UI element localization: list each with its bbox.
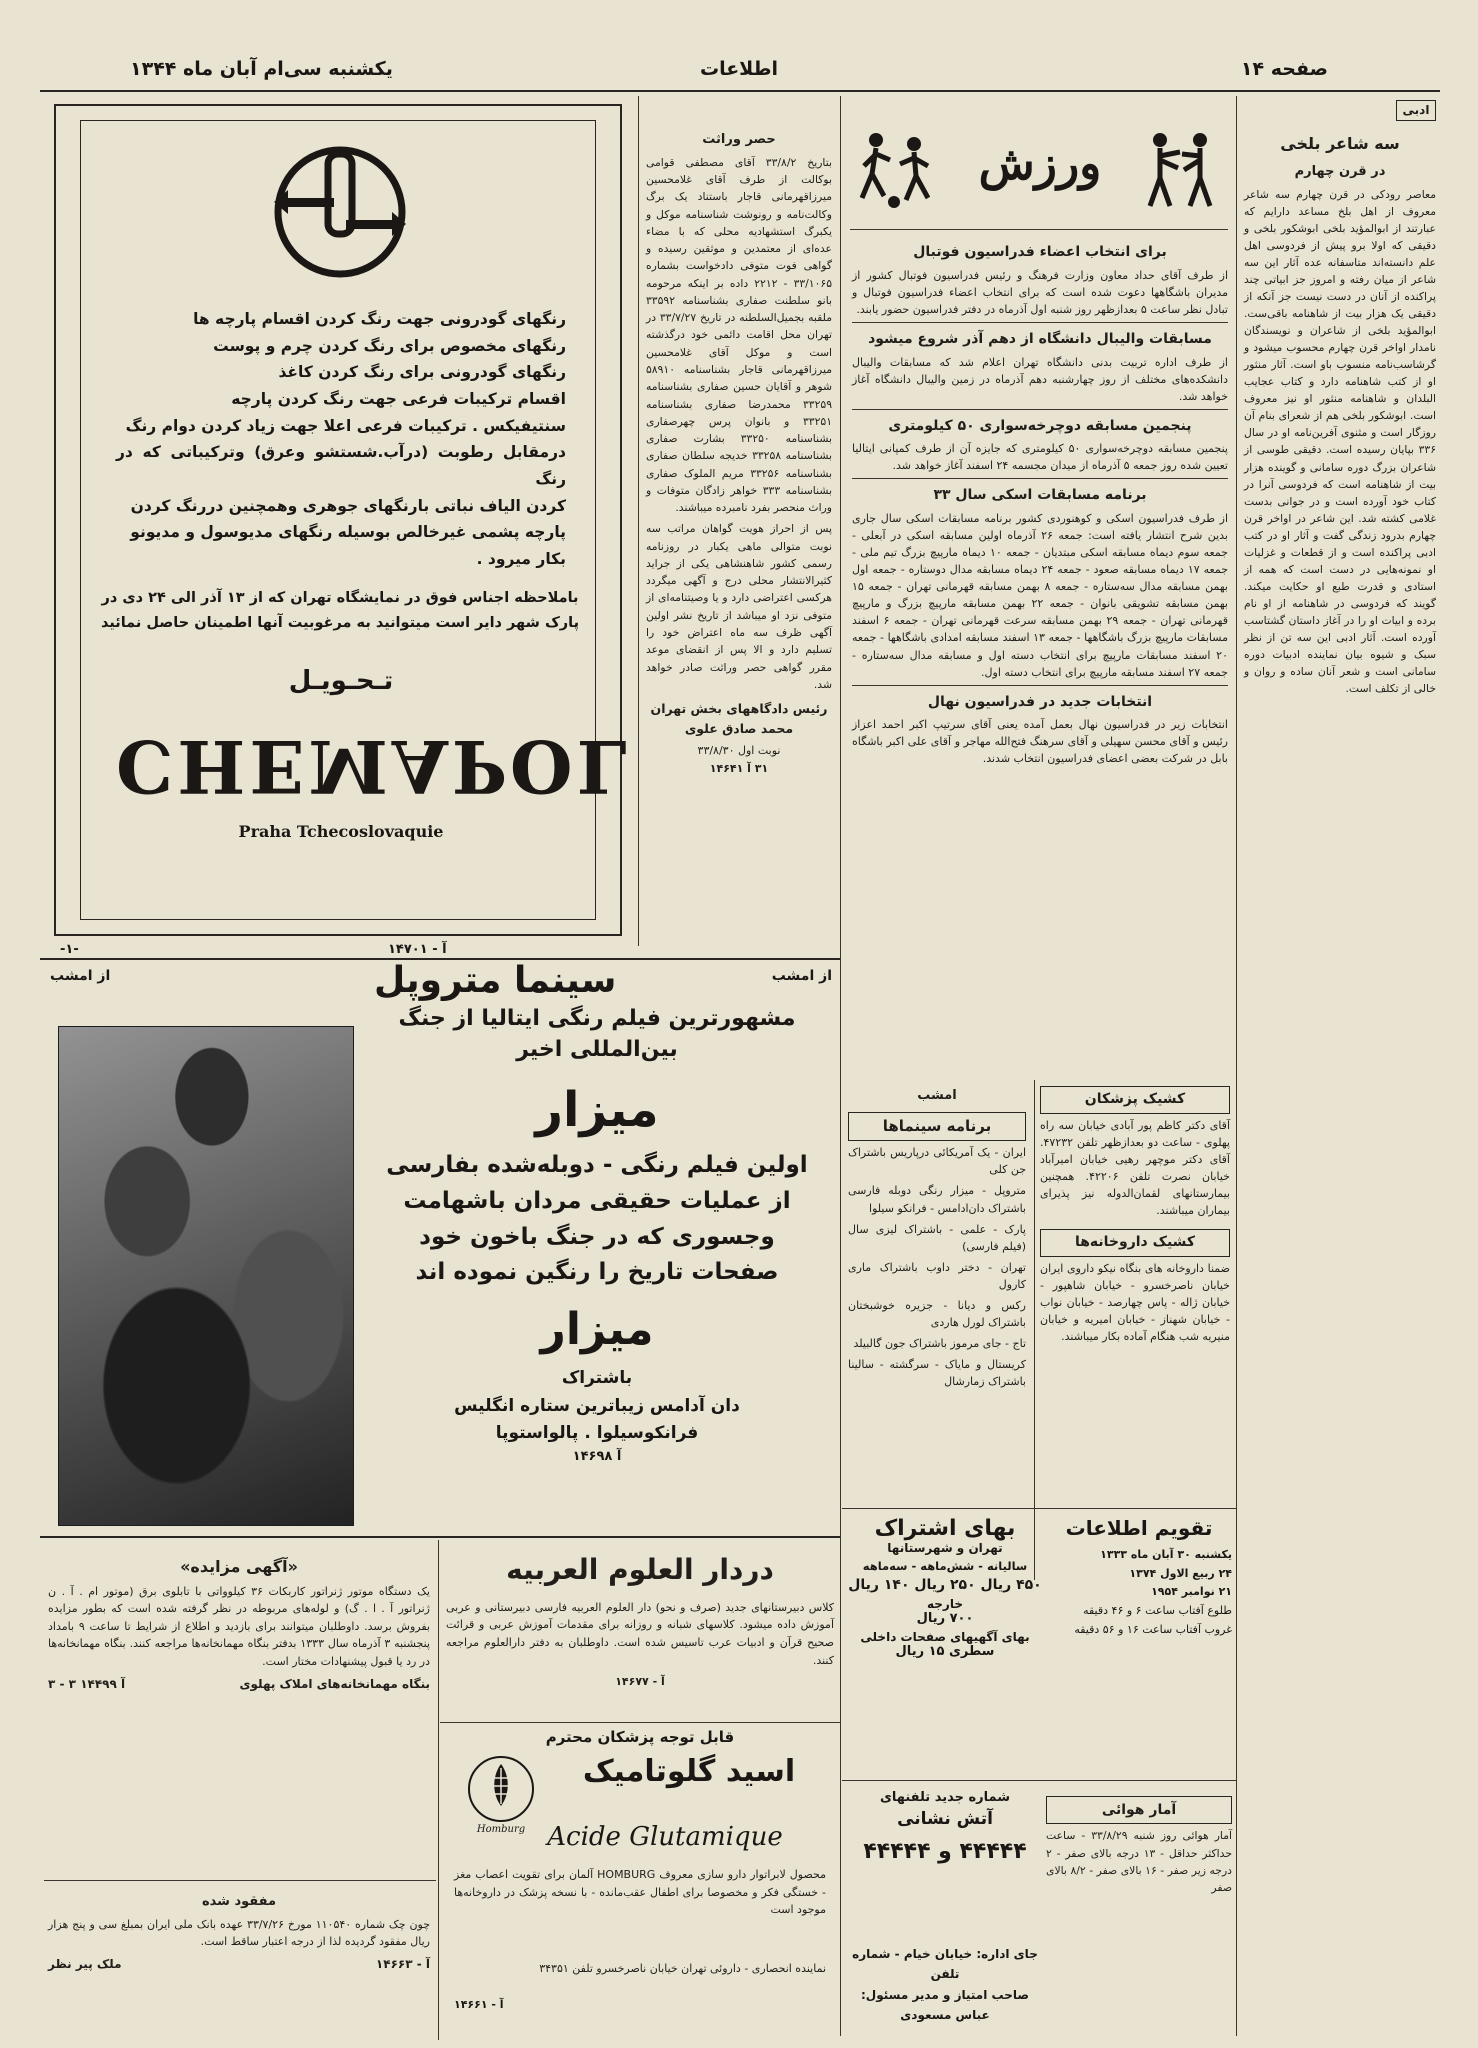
chemapol-delivery: تـحـویـل [288, 666, 394, 696]
publisher-line: جای اداره: خیابان خیام - شماره تلفن [852, 1947, 1038, 1982]
weather-body: آمار هوائی روز شنبه ۳۳/۸/۲۹ - ساعت حداکثر حداقل - ۱۳ درجه بالای صفر - ۲ درجه زیر صفر - ۱۶ بالای صفر - ۸/۲ بالای صفر [1046, 1829, 1232, 1895]
glutamic-latin: Acide Glutamique [547, 1822, 783, 1852]
pharmacies-body: ضمنا داروخانه های بنگاه نیکو داروی ایران خیابان ناصرخسرو - خیابان شاهپور - خیابان ژاله - پاس چهارصد - خیابان نواب - خیابان شهناز - خیابان امیریه و خیابان منیریه شب هنگام آماده بکار میباشند. [1040, 1261, 1230, 1343]
lost-footer [48, 1955, 430, 1974]
cinema-program-item: پارک - علمی - باشتراک لیزی سال (فیلم فارسی) [848, 1222, 1026, 1253]
sports-body: پنجمین مسابقه دوچرخه‌سواری ۵۰ کیلومتری که جایزه آن از طرف کمپانی ایتالیا تعیین شده روز جمعه ۵ آذرماه از میدان مجسمه ۲۴ اسفند آغاز خواهد شد. [852, 442, 1228, 473]
glutamic-ref: آ - ۱۴۶۶۱ [454, 1998, 504, 2011]
inheritance-body-2: پس از احراز هویت گواهان مراتب سه نوبت متوالی ماهی یکبار در روزنامه رسمی کشور شاهنشاهی یکی از جراید کثیرالانتشار محلی درج و آگهی میگردد هرکسی اعتراضی دارد و یا وصیتنامه‌ای از متوفی نزد او میباشد از تاریخ نشر اولین آگهی ظرف سه ماه اعتراض خود را تسلیم دارد و الا پس از انقضای موعد مقرر گواهی حصر وراثت صادر خواهد شد. [646, 522, 832, 691]
subscription-abroad: خارجه [927, 1597, 963, 1611]
cinema-program-item: متروپل - میزار رنگی دوبله فارسی باشتراک دان‌ادامس - فرانکو سیلوا [848, 1184, 1026, 1215]
auction-notice [48, 1548, 430, 1694]
subscription-subtitle: تهران و شهرستانها [887, 1541, 1003, 1555]
glutamic-body: محصول لابراتوار دارو سازی معروف HOMBURG آلمان برای تقویت اعصاب مغز - خستگی فکر و مخصوصا برای اطفال عقب‌مانده - با نسخه پزشک در داروخانه‌ها موجود است [454, 1868, 826, 1917]
chemapol-line: پارچه پشمی غیرخالص بوسیله رنگهای مدیوسول و مدیونو [130, 523, 566, 542]
subscription-periods: سالیانه - شش‌ماهه - سه‌ماهه [862, 1559, 1028, 1573]
cinema-program [848, 1080, 1026, 1394]
film-title-repeat: میزار [540, 1303, 654, 1355]
from-tonight-right: از امشب [771, 968, 832, 984]
on-call-doctors [1040, 1080, 1230, 1349]
sports-headline: مسابقات والیبال دانشگاه از دهم آذر شروع میشود [868, 330, 1212, 347]
sports-headline: برنامه مسابقات اسکی سال ۳۳ [933, 487, 1147, 504]
cinema-program-item: ایران - یک آمریکائی درپاریس باشتراک جن کلی [848, 1146, 1026, 1177]
inheritance-ref: نوبت اول ۳۳/۸/۳۰ [697, 744, 781, 758]
subscription-abroad-price: ۷۰۰ ریال [916, 1611, 974, 1626]
sports-news [852, 236, 1228, 771]
auction-footer [48, 1675, 430, 1694]
chemapol-line: اقسام ترکیبات فرعی جهت رنگ کردن پارچه [231, 389, 566, 408]
sports-title: ورزش [978, 136, 1102, 190]
cinema-name: سینما متروپل [374, 960, 617, 1001]
film-description: صفحات تاریخ را رنگین نموده اند [415, 1259, 779, 1286]
chemapol-line: درمقابل رطوبت (درآب.شستشو وعرق) وترکیباتی که در رنگ [116, 443, 566, 488]
lost-ref: آ - ۱۴۶۶۳ [375, 1956, 430, 1971]
page-number: صفحه ۱۴ [1240, 58, 1328, 80]
cinema-program-title: برنامه سینماها [848, 1112, 1026, 1141]
cinema-program-tonight: امشب [917, 1088, 957, 1103]
divider [842, 1508, 1236, 1509]
arabic-school-ad [446, 1548, 834, 1691]
lost-name: ملک پیر نظر [48, 1956, 122, 1971]
cinema-program-item: تهران - دختر داوب باشتراک ماری کارول [848, 1260, 1026, 1291]
chemapol-ref: آ - ۱۴۷۰۱ [388, 942, 447, 957]
subscription-title: بهای اشتراک [874, 1516, 1016, 1541]
literature-column [1244, 100, 1436, 701]
sports-body: انتخابات زیر در فدراسیون نهال بعمل آمده یعنی آقای سرتیپ اکبر احمد اعزاز رئیس و آقای محسن سهیلی و آقای سرهنگ فتح‌الله مهاجر و آقای علی اکبر باشگاه بابل در شرکت بعضی اعضای فدراسیون انتخاب شدند. [852, 718, 1228, 766]
chemapol-ad [54, 104, 632, 936]
actor-line: فرانکوسیلوا . پالواستوپا [495, 1422, 699, 1443]
chemapol-exhibit-note [100, 586, 580, 635]
chemapol-brand: CHEMAPOL [116, 724, 632, 809]
chemapol-line: سنتیفیکس . ترکیبات فرعی اعلا جهت زیاد کردن دوام رنگ [125, 416, 566, 435]
literature-title: سه شاعر بلخی [1280, 133, 1400, 153]
phones-subtitle: آتش نشانی [897, 1809, 993, 1829]
divider [852, 685, 1228, 686]
sunset: غروب آفتاب ساعت ۱۶ و ۵۶ دقیقه [1074, 1622, 1232, 1636]
lost-body: چون چک شماره ۱۱۰۵۴۰ مورخ ۳۳/۷/۲۶ عهده بانک ملی ایران بمبلغ سی و پنج هزار ریال مفقود گردیده لذا از درجه اعتبار ساقط است. [48, 1917, 430, 1949]
homburg-logo-icon [466, 1754, 536, 1824]
paper-name: اطلاعات [699, 58, 779, 80]
sports-headline: انتخابات جدید در فدراسیون نهال [927, 693, 1153, 710]
weather-box [1046, 1790, 1232, 1900]
divider [842, 1780, 1236, 1781]
column-divider [638, 96, 639, 946]
section-rule [40, 1536, 840, 1538]
subscription-prices: ۴۵۰ ریال ۲۵۰ ریال ۱۴۰ ریال [848, 1577, 1042, 1593]
glutamic-acid-ad [446, 1728, 834, 2038]
auction-refs: آ ۱۴۴۹۹ ۳ - ۳ [48, 1676, 126, 1691]
inheritance-signature: رئیس دادگاههای بخش تهران محمد صادق علوی [650, 701, 828, 737]
inheritance-notice [646, 124, 832, 777]
doctors-body: آقای دکتر کاظم پور آبادی خیابان سه راه پهلوی - ساعت دو بعدازظهر تلفن ۴۷۲۳۲. آقای دکتر موچهر رهیی خیابان امیرآباد خیابان نصرت تلفن ۴۲۲۰۶. همچنین بیمارستانهای لقمان‌الدوله نیز پذیرای بیماران میباشند. [1040, 1118, 1230, 1217]
literature-body: معاصر رودکی در قرن چهارم سه شاعر معروف از اهل بلخ مساعد دارایم که عبارتند از ابوالمؤید بلخی ابوشکور بلخی و دقیقی که اولا برو پیش از فردوسی اهل علم دانسته‌اند متاسفانه عده آثار این سه شاعر از میان رفته و امروز جز ابیاتی چند پراکنده از آنان در دست نیست جز آنکه از دقیقی یک هزار بیت از شاهنامه باقی‌ست. ابوالمؤید بلخی از شاعران و نویسندگان نامدار اواخر قرن چهارم محسوب میشود و گرشاسب‌نامه منسوب باو است. آثار منثور او از کتب شاهنامه دارد و کتاب عجایب البلدان و شاهنامه منثور او نیز معروف است. ابوشکور بلخی هم از شعرای بنام آن روزگار است و مثنوی آفرین‌نامه او در سال ۳۳۶ بپایان رسیده است. دقیقی طوسی از شاعران بزرگ دوره سامانی و گوینده هزار بیت از شاهنامه است که فردوسی آنرا در کتاب خود آورده است و در جوانی بدست غلامی کشته شد. این شاعر در اواخر قرن چهارم بدرود زندگی گفت و آثار او در کتب ادبی پراکنده است و از قطعات و غزلیات او نمونه‌هایی در دست است که همه از استادی و قدرت طبع او حکایت میکند. گویند که فردوسی در شاهنامه از او نام برده و ابیات او را در آغاز داستان گشتاسب آورده است. آثار ادبی این سه تن از نظر سبک و شیوه بیان نماینده ادبیات دوره سامانی است و شعر آنان ساده و روان و خالی از تکلف است. [1244, 187, 1436, 696]
glutamic-title: اسید گلوتامیک [582, 1754, 796, 1789]
divider [852, 478, 1228, 479]
chemapol-line: رنگهای گودرونی برای رنگ کردن کاغذ [278, 363, 566, 382]
sports-banner [850, 112, 1228, 230]
calendar-row: ۲۱ نوامبر ۱۹۵۴ [1151, 1585, 1232, 1599]
chemapol-line: بکار میرود . [476, 549, 566, 568]
sports-headline: پنجمین مسابقه دوچرخه‌سواری ۵۰ کیلومتری [888, 417, 1192, 434]
homburg-brand: Homburg [476, 1824, 526, 1835]
film-description: اولین فیلم رنگی - دوبله‌شده بفارسی [386, 1152, 808, 1179]
film-still-photo [58, 1026, 354, 1526]
sports-body: از طرف اداره تربیت بدنی دانشگاه تهران اعلام شد که مسابقات والیبال دانشکده‌های مختلف از روز چهارشنبه دهم آذرماه در زمین والیبال دانشگاه آغاز خواهد شد. [852, 355, 1228, 403]
sports-headline: برای انتخاب اعضاء فدراسیون فوتبال [913, 244, 1167, 260]
lost-title: مفقود شده [201, 1894, 277, 1909]
film-description: از عملیات حقیقی مردان باشهامت [403, 1188, 791, 1215]
cinema-tagline: مشهورترین فیلم رنگی ایتالیا از جنگ [398, 1006, 796, 1031]
cinema-text [362, 1004, 832, 1468]
film-title: میزار [535, 1081, 659, 1138]
chemapol-line: رنگهای گودرونی جهت رنگ کردن اقسام پارچه ها [193, 310, 566, 328]
column-divider [1034, 1080, 1035, 1580]
divider [44, 1880, 436, 1881]
calendar-title: تقویم اطلاعات [1065, 1516, 1213, 1540]
fire-phones-box [846, 1790, 1044, 1864]
divider [852, 322, 1228, 323]
sunrise: طلوع آفتاب ساعت ۶ و ۴۶ دقیقه [1083, 1604, 1232, 1618]
calendar-box [1046, 1516, 1232, 1639]
sports-body: از طرف فدراسیون اسکی و کوهنوردی کشور برنامه مسابقات اسکی سال جاری بدین شرح انتشار یافته است: جمعه ۲۶ آذرماه اولین مسابقه اسکی در آبعلی - جمعه سوم دیماه مسابقه اسکی مبتدیان - جمعه ۱۰ دیماه مارپیچ بزرگ تیم ملی - جمعه ۱۷ دیماه مسابقه صعود - جمعه ۲۴ دیماه مسابقه مدال دوستاره - جمعه اول بهمن مسابقه مدال سه‌ستاره - جمعه ۸ بهمن مسابقه قهرمانی تهران - جمعه ۱۵ بهمن مسابقه تشویقی بانوان - جمعه ۲۲ بهمن مسابقه مارپیچ بزرگ و مارپیچ قهرمانی تهران - جمعه ۲۹ بهمن مسابقه سرعت قهرمانی تهران - جمعه ۶ اسفند مسابقات مارپیچ بزرگ باشگاهها - جمعه ۱۳ اسفند مسابقه امدادی باشگاهها - جمعه ۲۰ اسفند مسابقات مارپیچ برای انتخاب دسته اول و مسابقه مدال سه‌ستاره - جمعه ۲۷ اسفند مسابقه مارپیچ برای انتخاب دسته اول. [852, 512, 1228, 679]
chemapol-product-text [116, 306, 566, 573]
participation-label: باشتراک [561, 1368, 633, 1389]
masthead [120, 52, 1358, 88]
glutamic-phone: تلفن ۳۴۳۵۱ [539, 1962, 593, 1975]
divider [440, 1722, 840, 1723]
football-players-icon [854, 126, 944, 216]
glutamic-agent [454, 1960, 826, 1978]
inheritance-title: حصر وراثت [702, 132, 776, 147]
phones-numbers: ۴۴۴۴۴ و ۴۴۴۴۴ [863, 1839, 1027, 1864]
cinema-program-item: رکس و دیانا - جزیره خوشبختان باشتراک لورل هاردی [848, 1298, 1026, 1329]
publisher-info [846, 1944, 1044, 2026]
column-divider [1236, 96, 1237, 2036]
glutamic-agent-name: نماینده انحصاری - داروئی تهران خیابان ناصرخسرو [596, 1962, 826, 1975]
inheritance-ref-2: ۳۱ آ ۱۴۶۴۱ [709, 761, 769, 775]
cinema-metropol-ad [44, 960, 836, 1524]
auction-body: یک دستگاه موتور ژنراتور کاربکات ۳۶ کیلوواتی با تابلوی برق (موتور ام . آ . ن ژنراتور آ . ا . گ) و لوله‌های مربوطه در نظر گرفته شده است که بطور مزایده بفروش برسد. داوطلبان میتوانند برای بازدید و اطلاع از شرایط تا ساعت ۹ بامداد پنجشنبه ۳ آذرماه سال ۱۳۳۳ بدفتر بنگاه مهمانخانه‌ها مراجعه کنند. بنگاه مهمانخانه‌ها در رد یا قبول پیشنهادات مختار است. [48, 1584, 430, 1668]
literature-section: ادبی [1396, 100, 1436, 121]
exhibit-line: پارک شهر دایر است میتوانید به مرغوبیت آنها اطمینان حاصل نمائید [100, 614, 580, 631]
inheritance-body: بتاریخ ۳۳/۸/۲ آقای مصطفی قوامی بوکالت از طرف آقای غلامحسین میرزاقهرمانی قاجار باستناد یک برگ وکالت‌نامه و رونوشت شناسنامه موکل و یکبرگ استشهادیه محلی که با مضاء عده‌ای از معتمدین و موثقین رسیده و گواهی فوت متوفی دادخواست بشماره ۳۳/۱۰۶۵ - ۲۲۱۲ داده بر اینکه مرحومه بانو سلطنت صفاری بشناسنامه ۳۳۵۹۲ ملقبه بجمیل‌السلطنه در تاریخ ۳۳/۷/۲۷ در تهران محل اقامت دائمی خود درگذشته است و موکل آقای غلامحسین میرزاقهرمانی قاجار بشناسنامه ۵۸۹۱۰ شوهر و آقایان حسین صفاری بشناسنامه ۳۳۲۵۹ محمدرضا صفاری بشناسنامه ۳۳۲۵۱ و بانوان پرس چهرصفاری بشناسنامه ۳۳۲۵۰ بشارت صفاری بشناسنامه ۳۳۲۵۸ خدیجه سلطان صفاری بشناسنامه ۳۳۲۵۶ مریم الملوک صفاری بشناسنامه ۳۳۳ خواهر زادگان متوفات و وراث منحصر بفرد نامبرده میباشند. [646, 155, 832, 515]
actor-line: دان آدامس زیباترین ستاره انگلیس [454, 1395, 740, 1416]
column-divider [840, 96, 841, 2036]
phones-title: شماره جدید تلفنهای [879, 1790, 1011, 1805]
arabic-school-title: دردار العلوم العربیه [506, 1553, 774, 1586]
pharmacies-title: کشیک داروخانه‌ها [1040, 1229, 1230, 1257]
column-divider [438, 1540, 439, 2040]
auction-title: «آگهی مزایده» [180, 1557, 298, 1576]
literature-subtitle: در قرن چهارم [1294, 164, 1386, 180]
arabic-school-body: کلاس دبیرستانهای جدید (صرف و نحو) دار العلوم العربیه فارسی دبیرستانی و عربی آموزش داده میشود. کلاسهای شبانه و روزانه برای مقدمات آموزش عربی و قرائت صحیح قرآن و ادبیات عرب تاسیس شده است. داوطلبان به دفتر دارالعلوم مراجعه کنند. [446, 1600, 834, 1667]
publisher-line: صاحب امتیاز و مدیر مسئول: عباس مسعودی [861, 1987, 1029, 2023]
masthead-rule [40, 90, 1440, 92]
cinema-tagline: بین‌المللی اخیر [516, 1036, 678, 1062]
ads-price-label: بهای آگهیهای صفحات داخلی [860, 1630, 1030, 1644]
cinema-program-item: تاج - جای مرموز باشتراک جون گالبیلد [853, 1336, 1026, 1350]
glutamic-attention: قابل توجه پزشکان محترم [545, 1728, 735, 1746]
from-tonight-left: از امشب [50, 968, 111, 984]
chemapol-origin: Praha Tchecoslovaquie [238, 822, 444, 841]
exhibit-line: باملاحظه اجناس فوق در نمایشگاه تهران که از ۱۳ آذر الی ۲۴ دی در [101, 590, 579, 606]
subscription-box [846, 1516, 1044, 1659]
chemapol-line: کردن الیاف نباتی بارنگهای جوهری وهمچنین دررنگ کردن [130, 496, 566, 515]
ads-price: سطری ۱۵ ریال [895, 1644, 995, 1659]
divider [852, 409, 1228, 410]
chemapol-line: رنگهای مخصوص برای رنگ کردن چرم و پوست [213, 336, 566, 355]
chemapol-ref-num: -۱- [60, 942, 79, 957]
arabic-school-ref: آ - ۱۴۶۷۷ [615, 1675, 665, 1689]
chemapol-logo-icon [270, 142, 410, 282]
doctors-title: کشیک پزشکان [1040, 1086, 1230, 1114]
calendar-row: ۲۴ ربیع الاول ۱۳۷۴ [1129, 1566, 1232, 1580]
cinema-ref: آ ۱۴۶۹۸ [572, 1448, 622, 1464]
date-line: یکشنبه سی‌ام آبان ماه ۱۳۴۴ [130, 58, 393, 80]
auction-org: بنگاه مهمانخانه‌های املاک پهلوی [239, 1676, 430, 1691]
sports-body: از طرف آقای حداد معاون وزارت فرهنگ و رئیس فدراسیون فوتبال کشور از مدیران باشگاهها دعوت شده است که برای انتخاب اعضاء فدراسیون فوتبال و تبادل نظر ساعت ۵ بعدازظهر روز شنبه اول آذرماه در دفتر فدراسیون حضور یابند. [852, 268, 1228, 316]
calendar-row: یکشنبه ۳۰ آبان ماه ۱۳۳۳ [1100, 1548, 1232, 1561]
boxers-icon [1138, 126, 1224, 216]
cinema-program-item: کریستال و مایاک - سرگشته - سالینا باشتراک زمارشال [848, 1357, 1026, 1388]
weather-title: آمار هوائی [1046, 1796, 1232, 1824]
film-description: وجسوری که در جنگ باخون خود [419, 1223, 775, 1250]
lost-notice [48, 1886, 430, 1974]
